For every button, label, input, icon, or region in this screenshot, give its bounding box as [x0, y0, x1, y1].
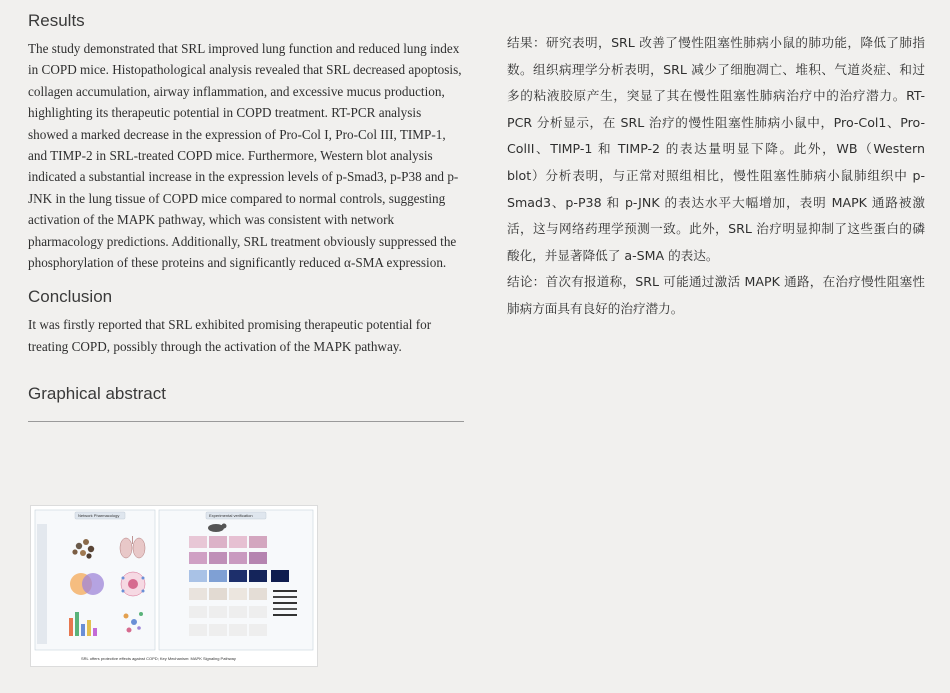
- left-panel-title: Network Pharmacology: [78, 513, 120, 518]
- graphical-abstract-image: [30, 505, 318, 667]
- results-heading: Results: [28, 11, 85, 30]
- graphical-abstract-footer: SRL offers protective effects against COPD; Key Mechanism: MAPK Signaling Pathway: [81, 656, 236, 661]
- results-paragraph-cn: 结果：研究表明，SRL 改善了慢性阻塞性肺病小鼠的肺功能，降低了肺指数。组织病理学分析表明，SRL 减少了细胞凋亡、堆积、气道炎症、和过多的粘液胶原产生，突显了其在慢性阻塞性肺病治疗中的治疗潜力。RT-PCR 分析显示，在 SRL 治疗的慢性阻塞性肺病小鼠中，Pro-Col1、Pro-ColII、TIMP-1 和 TIMP-2 的表达量明显下降。此外，WB（Western blot）分析表明，与正常对照组相比，慢性阻塞性肺病小鼠肺组织中 p-Smad3、p-P38 和 p-JNK 的表达水平大幅增加，表明 MAPK 通路被激活，这与网络药理学预测一致。此外，SRL 治疗明显抑制了这些蛋白的磷酸化，并显著降低了 a-SMA 的表达。: [507, 35, 925, 263]
- chinese-column: [507, 30, 925, 323]
- venn-diagram-icon: [70, 573, 104, 595]
- english-column: [28, 10, 464, 422]
- right-panel-title: Experimental verification: [209, 513, 253, 518]
- results-paragraph: The study demonstrated that SRL improved lung function and reduced lung index in COPD mice. Histopathological analysis revealed that SRL decreased apoptosis, collagen accumulation, airway inflammation, and excessive mucus production, highlighting its therapeutic potential in COPD treatment. RT-PCR analysis showed a marked decrease in the expression of Pro-Col I, Pro-Col III, TIMP-1, and TIMP-2 in SRL-treated COPD mice. Furthermore, Western blot analysis indicated a substantial increase in the expression levels of p-Smad3, p-P38 and p-JNK in the lung tissue of COPD mice compared to normal controls, suggesting activation of the MAPK pathway, which was consistent with network pharmacology predictions. Additionally, SRL treatment obviously suppressed the phosphorylation of these proteins and significantly reduced α-SMA expression.: [28, 41, 462, 271]
- graphical-abstract-heading: Graphical abstract: [28, 384, 166, 404]
- graphical-abstract-figure: [31, 506, 317, 666]
- conclusion-heading: Conclusion: [28, 287, 113, 307]
- network-graph-icon: [121, 572, 145, 596]
- section-divider: [28, 421, 464, 422]
- conclusion-paragraph-cn: 结论：首次有报道称，SRL 可能通过激活 MAPK 通路，在治疗慢性阻塞性肺病方面具有良好的治疗潜力。: [507, 274, 925, 316]
- conclusion-paragraph: It was firstly reported that SRL exhibited promising therapeutic potential for treating COPD, possibly through the activation of the MAPK pathway.: [28, 317, 432, 354]
- stain-row-blue: [189, 570, 289, 582]
